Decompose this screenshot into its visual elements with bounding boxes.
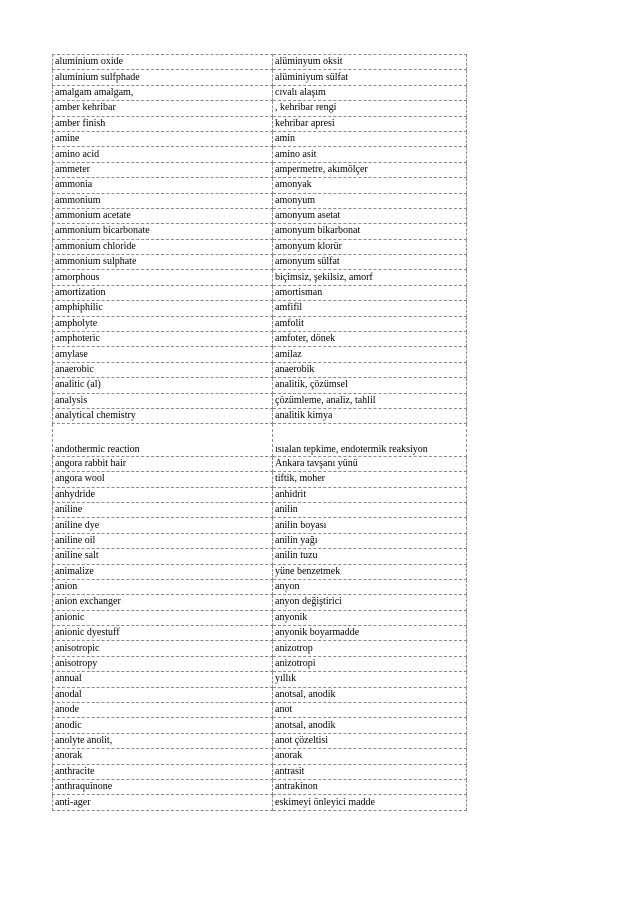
table-row [53, 362, 467, 377]
english-term-cell: amino acid [53, 147, 273, 162]
table-row [53, 610, 467, 625]
turkish-term-cell: , kehribar rengi [273, 101, 467, 116]
table-row [53, 347, 467, 362]
english-term-cell: ammonia [53, 178, 273, 193]
turkish-term-cell: çözümleme, analiz, tahlil [273, 393, 467, 408]
english-term-cell: ammonium bicarbonate [53, 224, 273, 239]
table-row [53, 733, 467, 748]
english-term-cell: aluminium sulfphade [53, 70, 273, 85]
table-row [53, 85, 467, 100]
turkish-term-cell: anaerobik [273, 362, 467, 377]
english-term-cell: analysis [53, 393, 273, 408]
turkish-term-cell: amfolit [273, 316, 467, 331]
turkish-term-cell: amonyum sülfat [273, 255, 467, 270]
table-row [53, 208, 467, 223]
table-row [53, 779, 467, 794]
turkish-term-cell: amonyum bikarbonat [273, 224, 467, 239]
english-term-cell: amber finish [53, 116, 273, 131]
turkish-term-cell: anizotrop [273, 641, 467, 656]
table-row [53, 749, 467, 764]
turkish-term-cell: anot [273, 703, 467, 718]
english-term-cell: anode [53, 703, 273, 718]
table-row [53, 239, 467, 254]
table-row [53, 764, 467, 779]
turkish-term-cell: yıllık [273, 672, 467, 687]
english-term-cell: aniline [53, 502, 273, 517]
glossary-body [53, 55, 467, 811]
turkish-term-cell: anizotropi [273, 656, 467, 671]
table-row [53, 641, 467, 656]
english-term-cell: analytical chemistry [53, 408, 273, 423]
turkish-term-cell: anyon değiştirici [273, 595, 467, 610]
table-row [53, 703, 467, 718]
turkish-term-cell: amfifil [273, 301, 467, 316]
turkish-term-cell: antrasit [273, 764, 467, 779]
english-term-cell: amortization [53, 285, 273, 300]
table-row [53, 795, 467, 810]
turkish-term-cell: anorak [273, 749, 467, 764]
turkish-term-cell: anot çözeltisi [273, 733, 467, 748]
english-term-cell: aniline salt [53, 549, 273, 564]
english-term-cell: ampholyte [53, 316, 273, 331]
english-term-cell: angora wool [53, 472, 273, 487]
english-term-cell: aniline oil [53, 533, 273, 548]
english-term-cell: anolyte anolit, [53, 733, 273, 748]
turkish-term-cell: anilin boyası [273, 518, 467, 533]
english-term-cell: anaerobic [53, 362, 273, 377]
turkish-term-cell: biçimsiz, şekilsiz, amorf [273, 270, 467, 285]
english-term-cell: anionic [53, 610, 273, 625]
table-row [53, 456, 467, 471]
table-row [53, 116, 467, 131]
english-term-cell: amine [53, 131, 273, 146]
turkish-term-cell: amonyak [273, 178, 467, 193]
turkish-term-cell: anhidrit [273, 487, 467, 502]
table-row [53, 518, 467, 533]
table-row [53, 672, 467, 687]
english-term-cell: amylase [53, 347, 273, 362]
english-term-cell: anorak [53, 749, 273, 764]
english-term-cell: animalize [53, 564, 273, 579]
turkish-term-cell: amilaz [273, 347, 467, 362]
table-row [53, 178, 467, 193]
turkish-term-cell: alüminiyum sülfat [273, 70, 467, 85]
table-row [53, 564, 467, 579]
table-row [53, 718, 467, 733]
table-row [53, 101, 467, 116]
turkish-term-cell: yüne benzetmek [273, 564, 467, 579]
table-row [53, 687, 467, 702]
english-term-cell: ammonium chloride [53, 239, 273, 254]
table-row [53, 549, 467, 564]
english-term-cell: aluminium oxide [53, 55, 273, 70]
turkish-term-cell: Ankara tavşanı yünü [273, 456, 467, 471]
turkish-term-cell: amino asit [273, 147, 467, 162]
table-row [53, 224, 467, 239]
turkish-term-cell: ampermetre, akımölçer [273, 162, 467, 177]
table-row [53, 408, 467, 423]
turkish-term-cell: amortisman [273, 285, 467, 300]
english-term-cell: amphiphilic [53, 301, 273, 316]
table-row [53, 301, 467, 316]
table-row [53, 255, 467, 270]
english-term-cell: andothermic reaction [53, 424, 273, 456]
table-row [53, 472, 467, 487]
turkish-term-cell: amonyum klorür [273, 239, 467, 254]
turkish-term-cell: amin [273, 131, 467, 146]
turkish-term-cell: anilin [273, 502, 467, 517]
turkish-term-cell: anilin yağı [273, 533, 467, 548]
table-row [53, 332, 467, 347]
table-row [53, 193, 467, 208]
english-term-cell: anhydride [53, 487, 273, 502]
english-term-cell: anisotropic [53, 641, 273, 656]
english-term-cell: anodic [53, 718, 273, 733]
turkish-term-cell: antrakinon [273, 779, 467, 794]
turkish-term-cell: alüminyum oksit [273, 55, 467, 70]
table-row [53, 131, 467, 146]
table-row [53, 533, 467, 548]
english-term-cell: amalgam amalgam, [53, 85, 273, 100]
table-row [53, 579, 467, 594]
english-term-cell: anodal [53, 687, 273, 702]
turkish-term-cell: anilin tuzu [273, 549, 467, 564]
english-term-cell: anion exchanger [53, 595, 273, 610]
table-row [53, 378, 467, 393]
english-term-cell: angora rabbit hair [53, 456, 273, 471]
turkish-term-cell: eskimeyi önleyici madde [273, 795, 467, 810]
table-row [53, 70, 467, 85]
english-term-cell: anthraquinone [53, 779, 273, 794]
glossary-table [52, 54, 467, 811]
turkish-term-cell: amonyum [273, 193, 467, 208]
english-term-cell: amorphous [53, 270, 273, 285]
table-row [53, 55, 467, 70]
turkish-term-cell: anotsal, anodik [273, 718, 467, 733]
english-term-cell: amphoteric [53, 332, 273, 347]
english-term-cell: anti-ager [53, 795, 273, 810]
table-row [53, 147, 467, 162]
turkish-term-cell: ısıalan tepkime, endotermik reaksiyon [273, 424, 467, 456]
english-term-cell: ammeter [53, 162, 273, 177]
table-row [53, 626, 467, 641]
turkish-term-cell: amfoter, dönek [273, 332, 467, 347]
turkish-term-cell: cıvalı alaşım [273, 85, 467, 100]
turkish-term-cell: anyon [273, 579, 467, 594]
turkish-term-cell: analitik kimya [273, 408, 467, 423]
turkish-term-cell: analitik, çözümsel [273, 378, 467, 393]
english-term-cell: anion [53, 579, 273, 594]
table-row [53, 285, 467, 300]
english-term-cell: analitic (al) [53, 378, 273, 393]
english-term-cell: anthracite [53, 764, 273, 779]
turkish-term-cell: anotsal, anodik [273, 687, 467, 702]
turkish-term-cell: kehribar apresi [273, 116, 467, 131]
turkish-term-cell: tiftik, moher [273, 472, 467, 487]
english-term-cell: annual [53, 672, 273, 687]
english-term-cell: aniline dye [53, 518, 273, 533]
table-row [53, 656, 467, 671]
turkish-term-cell: amonyum asetat [273, 208, 467, 223]
turkish-term-cell: anyonik boyarmadde [273, 626, 467, 641]
table-row [53, 595, 467, 610]
table-row [53, 424, 467, 456]
table-row [53, 487, 467, 502]
table-row [53, 162, 467, 177]
table-row [53, 502, 467, 517]
english-term-cell: ammonium sulphate [53, 255, 273, 270]
english-term-cell: anionic dyestuff [53, 626, 273, 641]
turkish-term-cell: anyonik [273, 610, 467, 625]
table-row [53, 270, 467, 285]
english-term-cell: anisotropy [53, 656, 273, 671]
english-term-cell: ammonium [53, 193, 273, 208]
table-row [53, 393, 467, 408]
english-term-cell: ammonium acetate [53, 208, 273, 223]
english-term-cell: amber kehribar [53, 101, 273, 116]
table-row [53, 316, 467, 331]
